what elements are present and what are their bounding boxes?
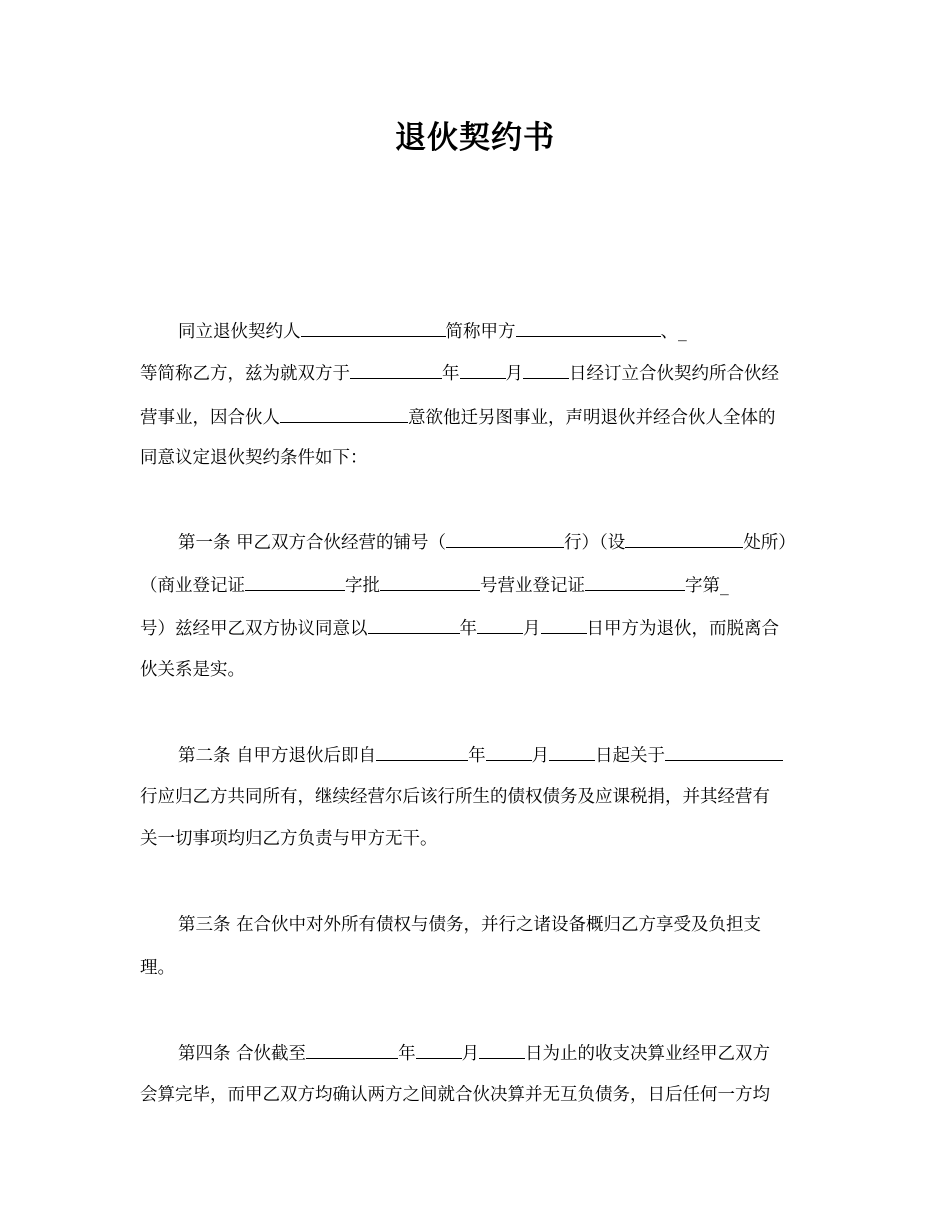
article-1-line-4	[140, 658, 245, 682]
article-text: 第一条 甲乙双方合伙经营的铺号（	[178, 533, 447, 553]
article-4-line-1	[178, 1040, 770, 1066]
blank-field[interactable]	[460, 360, 506, 379]
blank-field[interactable]	[477, 615, 523, 634]
article-text: 字第_	[685, 576, 729, 596]
article-text: 行应归乙方共同所有，继续经营尔后该行所生的债权债务及应课税捐，并其经营有	[140, 787, 770, 807]
blank-field[interactable]	[486, 742, 532, 761]
intro-line-3	[140, 404, 776, 430]
article-text: 号营业登记证	[480, 576, 585, 596]
blank-field[interactable]	[541, 615, 587, 634]
intro-text: 同立退伙契约人	[178, 322, 301, 342]
intro-line-4	[140, 446, 368, 470]
document-title: 退伙契约书	[395, 120, 555, 156]
article-text: 会算完毕，而甲乙双方均确认两方之间就合伙决算并无互负债务，日后任何一方均	[140, 1085, 770, 1105]
article-text: 日为止的收支决算业经甲乙双方	[525, 1044, 771, 1064]
intro-text: 年	[442, 364, 460, 384]
blank-field[interactable]	[245, 572, 345, 591]
blank-field[interactable]	[280, 404, 408, 423]
blank-field[interactable]	[368, 615, 460, 634]
article-text: 号）兹经甲乙双方协议同意以	[140, 619, 368, 639]
article-text: 字批	[345, 576, 380, 596]
blank-field[interactable]	[380, 572, 480, 591]
article-text: 日起关于	[595, 746, 666, 766]
blank-field[interactable]	[585, 572, 685, 591]
article-1-line-1	[178, 529, 796, 555]
article-2-line-1	[178, 742, 783, 768]
article-text: 月	[461, 1044, 480, 1064]
intro-text: 日经订立合伙契约所合伙经	[569, 364, 779, 384]
article-text: 第二条 自甲方退伙后即自	[178, 746, 377, 766]
article-text: 月	[523, 619, 541, 639]
article-4-line-2	[140, 1083, 770, 1107]
blank-field[interactable]	[625, 529, 743, 548]
blank-field[interactable]	[350, 360, 442, 379]
intro-text: 、_	[660, 322, 687, 342]
blank-field[interactable]	[479, 1040, 525, 1059]
blank-field[interactable]	[516, 318, 661, 337]
article-text: 处所）	[743, 533, 796, 553]
blank-field[interactable]	[523, 360, 569, 379]
article-text: 年	[398, 1044, 416, 1064]
article-text: 年	[459, 619, 477, 639]
blank-field[interactable]	[416, 1040, 462, 1059]
intro-text: 同意议定退伙契约条件如下：	[140, 448, 368, 468]
article-3-line-2	[140, 956, 175, 980]
blank-field[interactable]	[376, 742, 468, 761]
article-text: 年	[468, 746, 486, 766]
article-text: 行）（设	[564, 533, 626, 553]
article-2-line-3	[140, 827, 438, 851]
blank-field[interactable]	[306, 1040, 398, 1059]
article-text: 理。	[140, 958, 175, 978]
article-text: 第四条 合伙截至	[178, 1044, 307, 1064]
blank-field[interactable]	[549, 742, 595, 761]
intro-text: 月	[505, 364, 523, 384]
article-text: 日甲方为退伙，而脱离合	[586, 619, 779, 639]
article-1-line-2	[140, 572, 729, 598]
article-1-line-3	[140, 615, 779, 641]
intro-line-2	[140, 360, 779, 386]
article-text: 第三条 在合伙中对外所有债权与债务，并行之诸设备概归乙方享受及负担支	[178, 915, 762, 935]
intro-text: 等简称乙方，兹为就双方于	[140, 364, 350, 384]
article-2-line-2	[140, 785, 770, 809]
article-text: 伙关系是实。	[140, 660, 245, 680]
intro-text: 意欲他迁另图事业，声明退伙并经合伙人全体的	[408, 408, 776, 428]
article-3-line-1	[178, 913, 761, 937]
blank-field[interactable]	[301, 318, 446, 337]
blank-field[interactable]	[665, 742, 783, 761]
article-text: 关一切事项均归乙方负责与甲方无干。	[140, 829, 438, 849]
intro-text: 营事业，因合伙人	[140, 408, 280, 428]
article-text: （商业登记证	[140, 576, 245, 596]
intro-line-1	[178, 318, 687, 344]
blank-field[interactable]	[446, 529, 564, 548]
article-text: 月	[531, 746, 550, 766]
intro-text: 简称甲方	[445, 322, 516, 342]
